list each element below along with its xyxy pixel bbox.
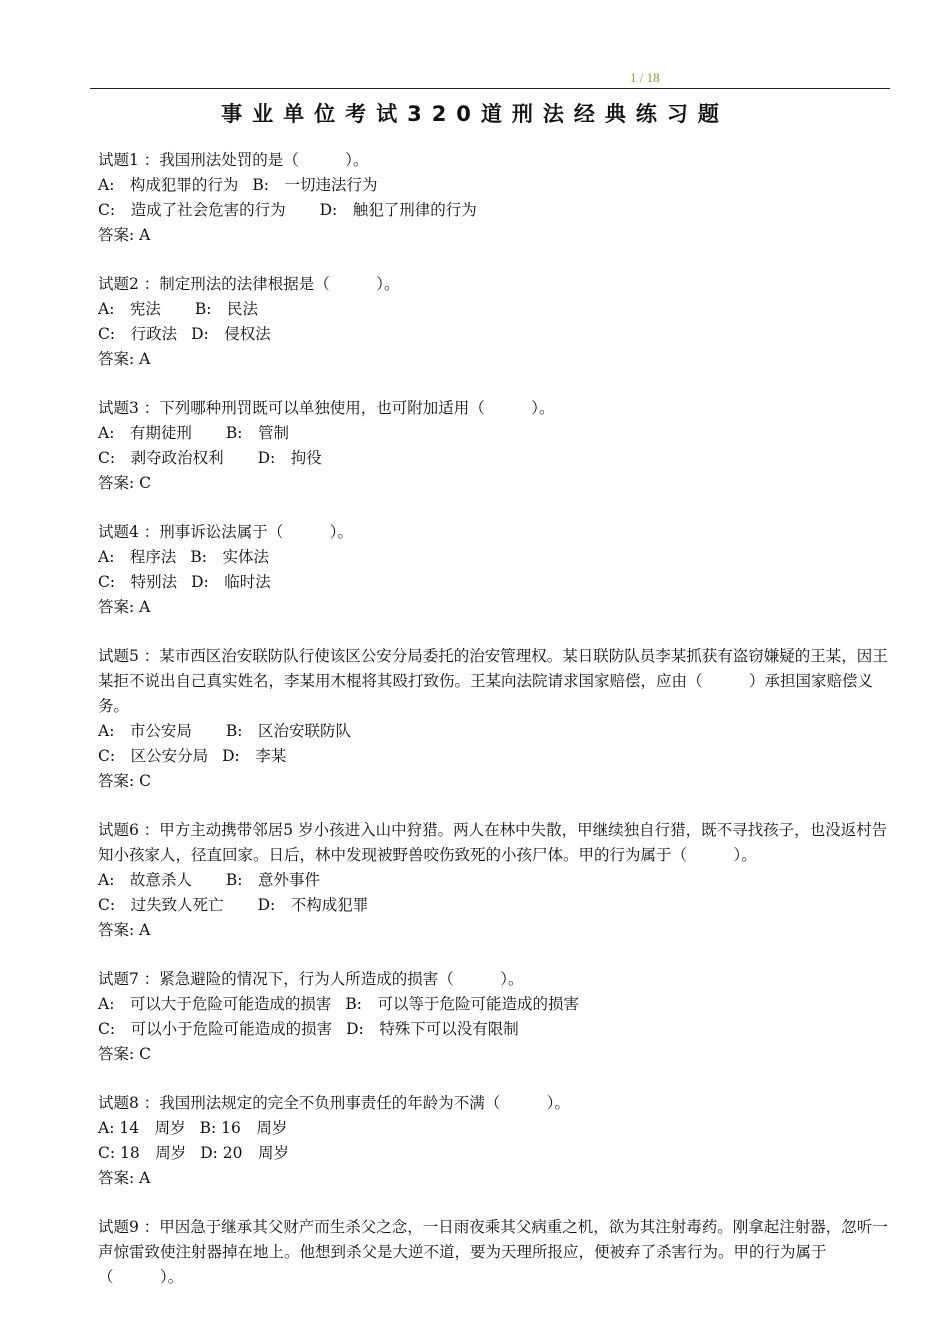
answer-line: 答案: C [98, 474, 152, 492]
option-c: C: 特别法 [98, 573, 178, 591]
question-stem: 试题6 ：甲方主动携带邻居5 岁小孩进入山中狩猎。两人在林中失散，甲继续独自行猎，既不寻找孩子，也没返村告知小孩家人，径直回家。日后，林中发现被野兽咬伤致死的小孩尸体。甲的行为属于（ ）。 [98, 821, 888, 864]
option-row [98, 545, 888, 570]
question-stem: 试题2 ：制定刑法的法律根据是（ ）。 [98, 275, 400, 293]
option-c: C: 区公安分局 [98, 747, 209, 765]
option-d: D: 触犯了刑律的行为 [319, 201, 477, 219]
option-row [98, 893, 888, 918]
option-d: D: 20 周岁 [200, 1144, 290, 1162]
option-d: D: 李某 [222, 747, 287, 765]
option-d: D: 不构成犯罪 [257, 896, 369, 914]
option-c: C: 18 周岁 [98, 1144, 187, 1162]
option-a: A: 宪法 [98, 300, 161, 318]
question-stem: 试题8 ：我国刑法规定的完全不负刑事责任的年龄为不满（ ）。 [98, 1094, 571, 1112]
option-row [98, 1017, 888, 1042]
answer-line: 答案: A [98, 1169, 151, 1187]
option-row [98, 198, 888, 223]
option-row [98, 1116, 888, 1141]
option-b: B: 实体法 [190, 548, 270, 566]
answer-line: 答案: C [98, 1045, 152, 1063]
option-d: D: 侵权法 [191, 325, 271, 343]
question-stem: 试题3 ：下列哪种刑罚既可以单独使用，也可附加适用（ ）。 [98, 399, 555, 417]
option-a: A: 构成犯罪的行为 [98, 176, 239, 194]
answer-line: 答案: A [98, 350, 151, 368]
question-item [98, 967, 888, 1067]
option-row [98, 992, 888, 1017]
option-b: B: 民法 [194, 300, 259, 318]
option-a: A: 故意杀人 [98, 871, 192, 889]
option-row [98, 570, 888, 595]
option-b: B: 区治安联防队 [225, 722, 352, 740]
question-item [98, 644, 888, 794]
option-row [98, 173, 888, 198]
option-row [98, 868, 888, 893]
question-stem: 试题5 ：某市西区治安联防队行使该区公安分局委托的治安管理权。某日联防队员李某抓获有盗窃嫌疑的王某，因王某拒不说出自己真实姓名，李某用木棍将其殴打致伤。王某向法院请求国家赔偿，应由（ ）承担国家赔偿义务。 [98, 647, 888, 715]
option-c: C: 剥夺政治权利 [98, 449, 224, 467]
question-item [98, 818, 888, 943]
question-item [98, 1091, 888, 1191]
page-indicator: 1 / 18 [630, 70, 660, 85]
option-a: A: 14 周岁 [98, 1119, 186, 1137]
option-a: A: 有期徒刑 [98, 424, 192, 442]
option-b: B: 管制 [225, 424, 290, 442]
header-rule [90, 88, 890, 89]
question-item [98, 148, 888, 248]
option-c: C: 过失致人死亡 [98, 896, 224, 914]
answer-line: 答案: A [98, 598, 151, 616]
option-a: A: 市公安局 [98, 722, 192, 740]
document-title: 事业单位考试320道刑法经典练习题 [221, 102, 729, 126]
option-c: C: 行政法 [98, 325, 178, 343]
option-row [98, 297, 888, 322]
option-b: B: 一切违法行为 [252, 176, 378, 194]
option-b: B: 16 周岁 [199, 1119, 288, 1137]
option-row [98, 446, 888, 471]
option-a: A: 程序法 [98, 548, 177, 566]
question-stem: 试题7 ：紧急避险的情况下，行为人所造成的损害（ ）。 [98, 970, 524, 988]
question-item [98, 396, 888, 496]
option-row [98, 719, 888, 744]
question-item [98, 520, 888, 620]
option-d: D: 拘役 [257, 449, 322, 467]
option-c: C: 造成了社会危害的行为 [98, 201, 286, 219]
option-row [98, 421, 888, 446]
option-b: B: 可以等于危险可能造成的损害 [345, 995, 580, 1013]
question-stem: 试题1 ：我国刑法处罚的是（ ）。 [98, 151, 369, 169]
option-row [98, 322, 888, 347]
option-b: B: 意外事件 [225, 871, 321, 889]
answer-line: 答案: C [98, 772, 152, 790]
answer-line: 答案: A [98, 226, 151, 244]
option-c: C: 可以小于危险可能造成的损害 [98, 1020, 333, 1038]
question-list [98, 148, 888, 1314]
answer-line: 答案: A [98, 921, 151, 939]
question-item [98, 1215, 888, 1290]
question-stem: 试题4 ：刑事诉讼法属于（ ）。 [98, 523, 354, 541]
option-a: A: 可以大于危险可能造成的损害 [98, 995, 332, 1013]
question-stem: 试题9 ：甲因急于继承其父财产而生杀父之念，一日雨夜乘其父病重之机，欲为其注射毒药。刚拿起注射器，忽听一声惊雷致使注射器掉在地上。他想到杀父是大逆不道，要为天理所报应，便被弃了杀害行为。甲的行为属于（ ）。 [98, 1218, 888, 1286]
option-d: D: 特殊下可以没有限制 [346, 1020, 519, 1038]
option-d: D: 临时法 [191, 573, 271, 591]
question-item [98, 272, 888, 372]
option-row [98, 744, 888, 769]
option-row [98, 1141, 888, 1166]
